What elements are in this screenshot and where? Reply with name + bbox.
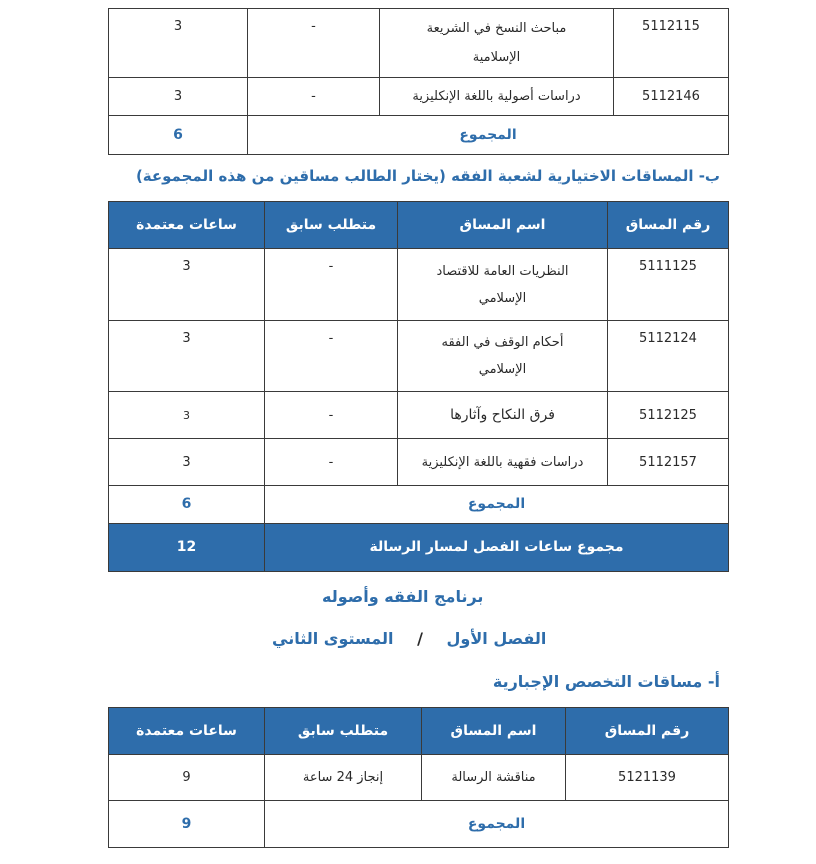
course-name: أحكام الوقف في الفقه الإسلامي: [398, 321, 608, 392]
course-hours: 9: [109, 755, 265, 801]
table-header-row: [109, 202, 729, 249]
course-name: فرق النكاح وآثارها: [398, 392, 608, 439]
course-prereq: -: [265, 439, 398, 486]
total-value: 6: [109, 486, 265, 524]
total-label: المجموع: [248, 116, 729, 155]
course-code: 5112157: [608, 439, 729, 486]
table-row: [109, 9, 729, 78]
course-name: مباحث النسخ في الشريعة الإسلامية: [380, 9, 614, 78]
table-row: [109, 78, 729, 116]
total-row: [109, 486, 729, 524]
total-row: [109, 801, 729, 848]
table-header-row: [109, 708, 729, 755]
program-title: برنامج الفقه وأصوله: [322, 587, 484, 606]
total-value: 6: [109, 116, 248, 155]
grand-total-row: [109, 524, 729, 572]
table-row: [109, 392, 729, 439]
course-prereq: -: [265, 392, 398, 439]
course-code: 5121139: [566, 755, 729, 801]
course-hours: 3: [109, 439, 265, 486]
section-a-title: أ- مساقات التخصص الإجبارية: [492, 672, 720, 691]
level-semester-line: [272, 629, 546, 648]
course-prereq: -: [265, 249, 398, 321]
table-row: [109, 321, 729, 392]
level-separator: /: [417, 629, 423, 648]
compulsory-courses-table: [108, 707, 729, 848]
elective-courses-table: [108, 201, 729, 572]
course-code: 5112146: [614, 78, 729, 116]
course-code: 5112124: [608, 321, 729, 392]
course-code: 5112125: [608, 392, 729, 439]
grand-total-label: مجموع ساعات الفصل لمسار الرسالة: [265, 524, 729, 572]
course-hours: 3: [109, 78, 248, 116]
table-row: [109, 755, 729, 801]
header-code: رقم المساق: [608, 202, 729, 249]
header-hours: ساعات معتمدة: [109, 202, 265, 249]
courses-table-top: [108, 8, 729, 155]
course-code: 5112115: [614, 9, 729, 78]
course-name: مناقشة الرسالة: [422, 755, 566, 801]
course-hours: 3: [109, 392, 265, 439]
table-row: [109, 439, 729, 486]
table-row: [109, 249, 729, 321]
header-prereq: متطلب سابق: [265, 708, 422, 755]
section-b-title: ب- المساقات الاختيارية لشعبة الفقه (يختار الطالب مساقين من هذه المجموعة): [135, 167, 720, 185]
course-code: 5111125: [608, 249, 729, 321]
course-prereq: -: [265, 321, 398, 392]
grand-total-value: 12: [109, 524, 265, 572]
total-row: [109, 116, 729, 155]
course-hours: 3: [109, 321, 265, 392]
header-name: اسم المساق: [398, 202, 608, 249]
course-hours: 3: [109, 249, 265, 321]
header-hours: ساعات معتمدة: [109, 708, 265, 755]
course-prereq: -: [248, 9, 380, 78]
semester-title: الفصل الأول: [446, 629, 547, 648]
course-prereq: إنجاز 24 ساعة: [265, 755, 422, 801]
total-label: المجموع: [265, 486, 729, 524]
course-name: دراسات فقهية باللغة الإنكليزية: [398, 439, 608, 486]
total-label: المجموع: [265, 801, 729, 848]
level-title: المستوى الثاني: [272, 629, 394, 648]
course-prereq: -: [248, 78, 380, 116]
header-name: اسم المساق: [422, 708, 566, 755]
course-hours: 3: [109, 9, 248, 78]
header-prereq: متطلب سابق: [265, 202, 398, 249]
course-name: دراسات أصولية باللغة الإنكليزية: [380, 78, 614, 116]
course-name: النظريات العامة للاقتصاد الإسلامي: [398, 249, 608, 321]
total-value: 9: [109, 801, 265, 848]
header-code: رقم المساق: [566, 708, 729, 755]
